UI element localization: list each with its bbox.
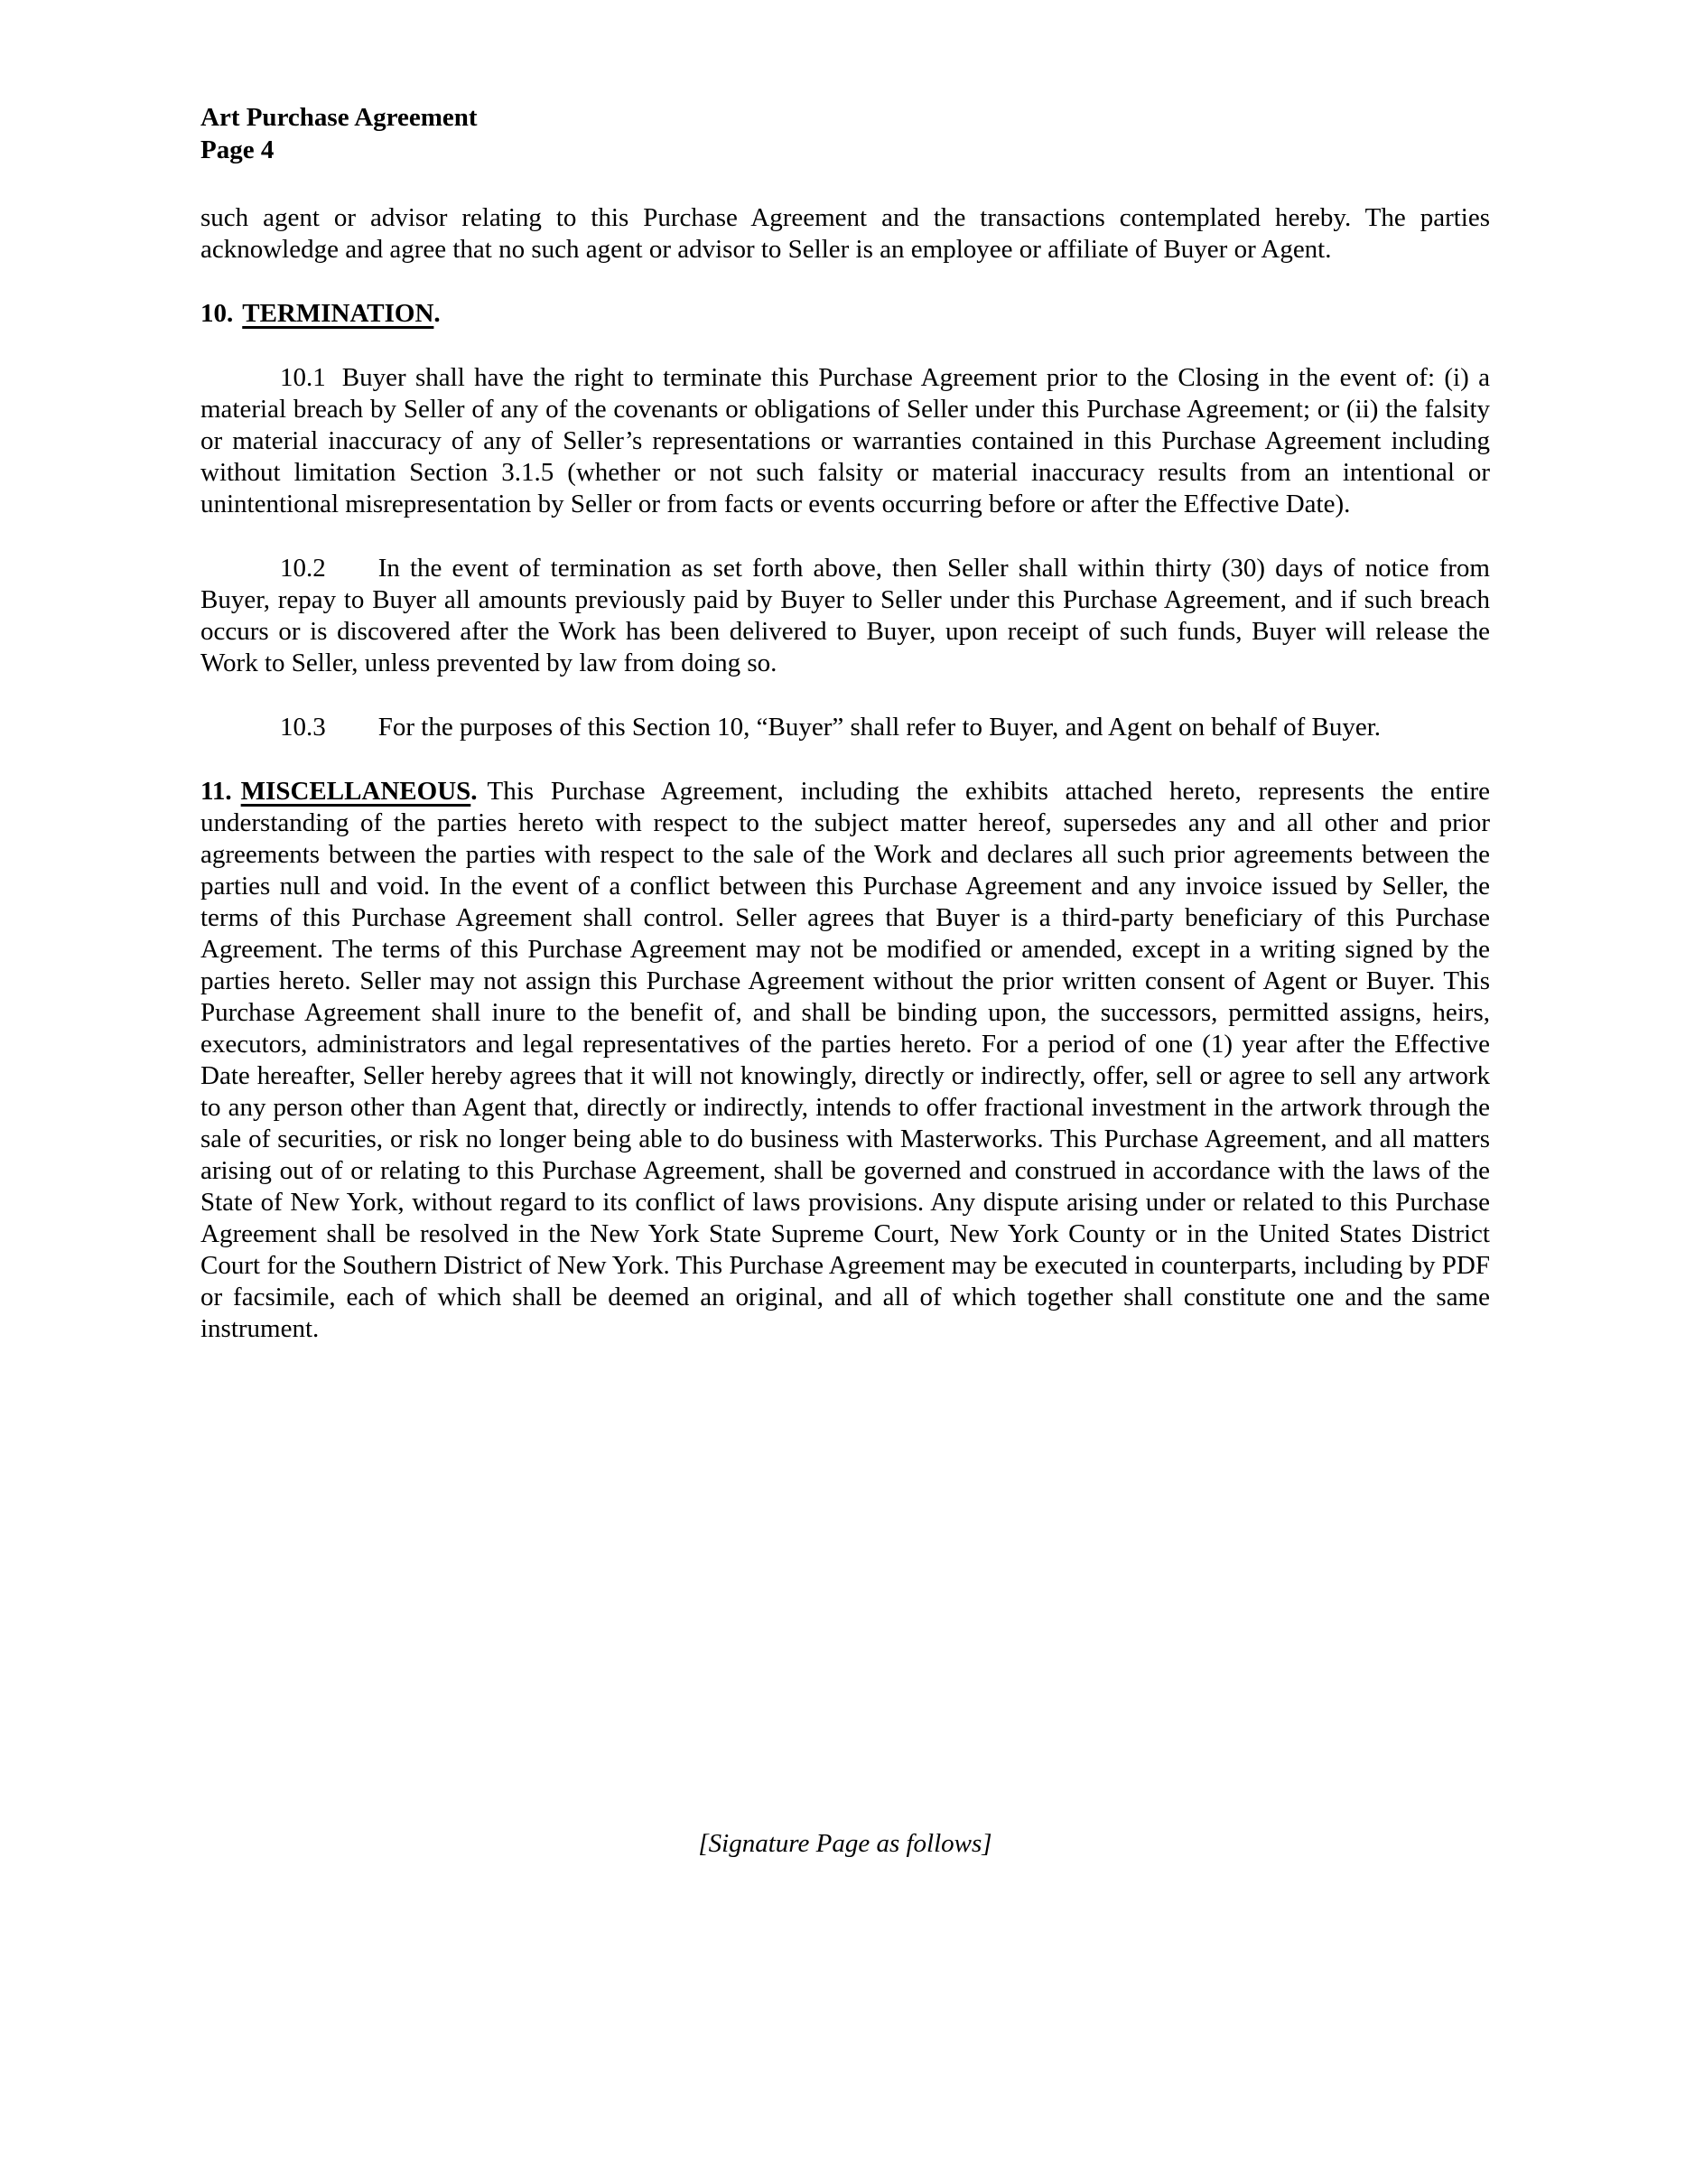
- document-header: [200, 101, 1490, 166]
- section-10-title-period: .: [433, 299, 441, 328]
- clause-10-2: [200, 553, 1490, 679]
- clause-10-2-number: 10.2: [280, 554, 326, 583]
- section-11-title-period: .: [470, 777, 478, 806]
- clause-10-3-number: 10.3: [280, 713, 326, 742]
- document-title: Art Purchase Agreement: [200, 103, 478, 132]
- section-11-number: 11.: [200, 777, 232, 806]
- clause-10-1-text: Buyer shall have the right to terminate this Purchase Agreement prior to the Closing in the event of: (i) a material breach by Seller of any of the covenants or obligations of Seller under this Purchase Agreement; or (ii) the falsity or material inaccuracy of any of Seller’s representations or warranties contained in this Purchase Agreement including without limitation Section 3.1.5 (whether or not such falsity or material inaccuracy results from an intentional or unintentional misrepresentation by Seller or from facts or events occurring before or after the Effective Date).: [200, 363, 1490, 518]
- section-11-paragraph: [200, 776, 1490, 1345]
- clause-10-3-text: For the purposes of this Section 10, “Buyer” shall refer to Buyer, and Agent on behalf of Buyer.: [377, 713, 1382, 742]
- page-number: Page 4: [200, 135, 275, 164]
- section-10-heading: [200, 298, 1490, 330]
- section-11-body: This Purchase Agreement, including the exhibits attached hereto, represents the entire understanding of the parties hereto with respect to the subject matter hereof, supersedes any and all other and prior agreements between the parties with respect to the sale of the Work and declares all such prior agreements between the parties null and void. In the event of a conflict between this Purchase Agreement and any invoice issued by Seller, the terms of this Purchase Agreement shall control. Seller agrees that Buyer is a third-party beneficiary of this Purchase Agreement. The terms of this Purchase Agreement may not be modified or amended, except in a writing signed by the parties hereto. Seller may not assign this Purchase Agreement without the prior written consent of Agent or Buyer. This Purchase Agreement shall inure to the benefit of, and shall be binding upon, the successors, permitted assigns, heirs, executors, administrators and legal representatives of the parties hereto. For a period of one (1) year after the Effective Date hereafter, Seller hereby agrees that it will not knowingly, directly or indirectly, offer, sell or agree to sell any artwork to any person other than Agent that, directly or indirectly, intends to offer fractional investment in the artwork through the sale of securities, or risk no longer being able to do business with Masterworks. This Purchase Agreement, and all matters arising out of or relating to this Purchase Agreement, shall be governed and construed in accordance with the laws of the State of New York, without regard to its conflict of laws provisions. Any dispute arising under or related to this Purchase Agreement shall be resolved in the New York State Supreme Court, New York County or in the United States District Court for the Southern District of New York. This Purchase Agreement may be executed in counterparts, including by PDF or facsimile, each of which shall be deemed an original, and all of which together shall constitute one and the same instrument.: [200, 777, 1490, 1343]
- section-11-title: MISCELLANEOUS: [240, 777, 471, 806]
- clause-10-1-number: 10.1: [280, 363, 326, 392]
- section-10-title: TERMINATION: [242, 299, 434, 328]
- document-content: [200, 101, 1490, 1860]
- clause-10-2-text: In the event of termination as set forth above, then Seller shall within thirty (30) days of notice from Buyer, repay to Buyer all amounts previously paid by Buyer to Seller under this Purchase Agreement, and if such breach occurs or is discovered after the Work has been delivered to Buyer, upon receipt of such funds, Buyer will release the Work to Seller, unless prevented by law from doing so.: [200, 554, 1490, 677]
- section-10-number: 10.: [200, 299, 234, 328]
- signature-note: [Signature Page as follows]: [698, 1829, 992, 1858]
- clause-10-3: [200, 712, 1490, 743]
- intro-paragraph: such agent or advisor relating to this Purchase Agreement and the transactions contemplated hereby. The parties acknowledge and agree that no such agent or advisor to Seller is an employee or affiliate of Buyer or Agent.: [200, 203, 1490, 264]
- clause-10-1: [200, 362, 1490, 520]
